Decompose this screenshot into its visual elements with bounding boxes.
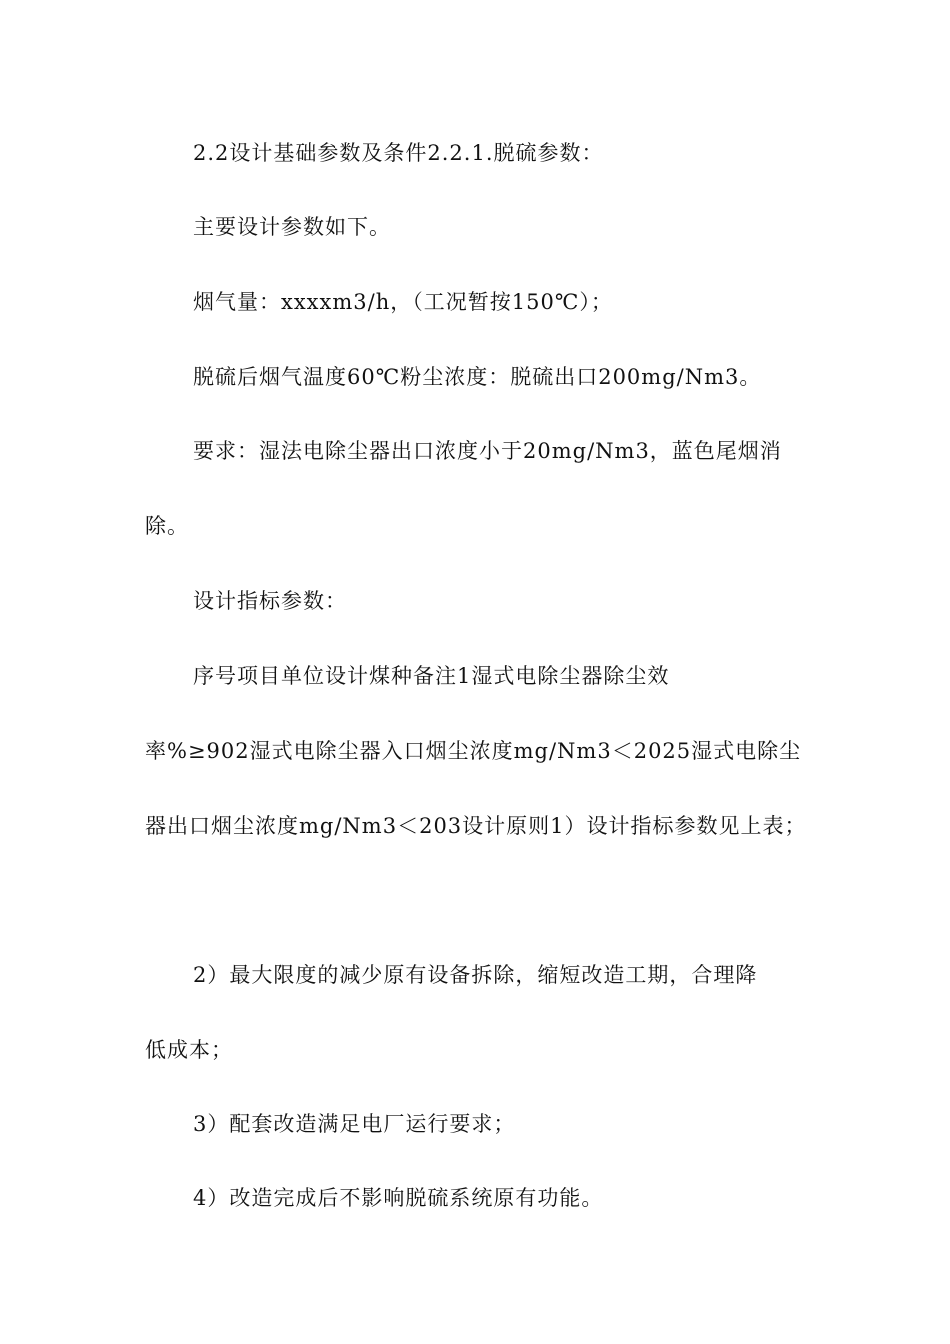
paragraph-continuation: 器出口烟尘浓度mg/Nm3＜203设计原则1）设计指标参数见上表； bbox=[145, 814, 807, 838]
list-item: 3）配套改造满足电厂运行要求； bbox=[193, 1112, 516, 1136]
paragraph: 序号项目单位设计煤种备注1湿式电除尘器除尘效 bbox=[193, 664, 670, 688]
paragraph: 要求：湿法电除尘器出口浓度小于20mg/Nm3，蓝色尾烟消 bbox=[193, 439, 782, 463]
section-heading: 2.2设计基础参数及条件2.2.1.脱硫参数： bbox=[193, 141, 604, 165]
paragraph: 设计指标参数： bbox=[193, 589, 347, 613]
list-item-continuation: 低成本； bbox=[145, 1038, 233, 1062]
paragraph-continuation: 率%≥902湿式电除尘器入口烟尘浓度mg/Nm3＜2025湿式电除尘 bbox=[145, 739, 802, 763]
list-item: 4）改造完成后不影响脱硫系统原有功能。 bbox=[193, 1186, 604, 1210]
paragraph-continuation: 除。 bbox=[145, 514, 189, 538]
paragraph: 烟气量：xxxxm3/h，（工况暂按150℃）； bbox=[193, 290, 613, 314]
list-item: 2）最大限度的减少原有设备拆除，缩短改造工期，合理降 bbox=[193, 963, 758, 987]
paragraph: 主要设计参数如下。 bbox=[193, 215, 391, 239]
paragraph: 脱硫后烟气温度60℃粉尘浓度：脱硫出口200mg/Nm3。 bbox=[193, 365, 762, 389]
